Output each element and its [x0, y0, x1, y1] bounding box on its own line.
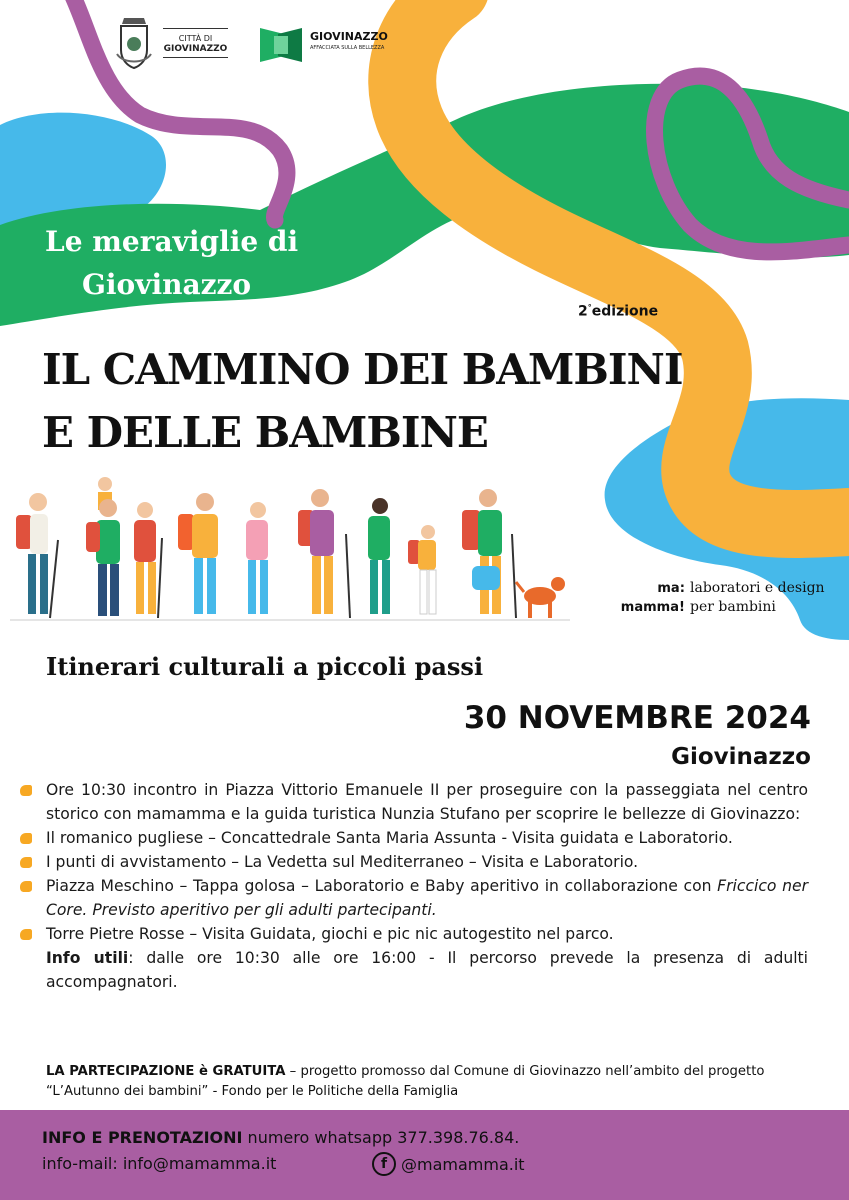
hiker-8 — [462, 489, 516, 618]
hero-subtitle-line2: Giovinazzo — [82, 268, 252, 301]
partner-line1-b: laboratori e design — [690, 580, 825, 596]
program-item — [18, 778, 808, 826]
notice-bold: LA PARTECIPAZIONE è GRATUITA — [46, 1064, 286, 1079]
brand-logo — [260, 28, 302, 62]
program-item-text-italic: Friccico ner Core. Previsto aperitivo per gli adulti partecipanti. — [46, 877, 808, 919]
city-label-name: GIOVINAZZO — [163, 44, 228, 54]
hiker-3 — [134, 502, 162, 618]
event-date: 30 NOVEMBRE 2024 — [463, 700, 811, 736]
main-title-line2: E DELLE BAMBINE — [42, 408, 488, 457]
hand-pointer-icon — [18, 854, 34, 870]
city-divider — [163, 28, 228, 29]
footer-mail[interactable]: info-mail: info@mamamma.it — [42, 1154, 277, 1173]
program-item-text: I punti di avvistamento – La Vedetta sul Mediterraneo – Visita e Laboratorio. — [46, 853, 639, 871]
hikers-illustration — [10, 470, 570, 625]
notice-dash: – — [285, 1064, 301, 1079]
main-title-line1: IL CAMMINO DEI BAMBINI — [42, 345, 683, 394]
partner-line1-a: ma: — [657, 581, 685, 596]
notice-text: progetto promosso dal Comune di Giovinazzo nell’ambito del progetto “L’Autunno dei bambini” - Fondo per le Politiche della Famiglia — [46, 1064, 765, 1099]
hiker-2 — [86, 477, 120, 616]
hand-pointer-icon — [18, 782, 34, 798]
hero-subtitle-line1: Le meraviglie di — [45, 225, 299, 258]
brand-name: GIOVINAZZO — [310, 30, 388, 43]
partner-logo — [598, 577, 838, 615]
edition-label — [578, 303, 658, 320]
hiker-5 — [246, 502, 268, 614]
hand-pointer-icon — [18, 926, 34, 942]
partner-line1 — [598, 577, 838, 596]
hiker-7 — [368, 498, 390, 614]
edition-sup: ° — [587, 303, 592, 312]
brand-logo-icon — [260, 28, 302, 62]
partner-line2 — [598, 596, 838, 615]
partner-line2-b: per bambini — [690, 599, 776, 615]
crest-icon — [113, 14, 155, 72]
city-label-small: CITTÀ DI — [178, 34, 213, 43]
edition-word: edizione — [591, 303, 659, 320]
hand-pointer-icon — [18, 878, 34, 894]
city-divider-bottom — [163, 57, 228, 58]
program-info — [18, 946, 808, 994]
program-item-text: Il romanico pugliese – Concattedrale Santa Maria Assunta - Visita guidata e Laboratorio. — [46, 829, 733, 847]
hand-pointer-icon — [18, 830, 34, 846]
hiker-6 — [298, 489, 350, 618]
footer-social[interactable] — [372, 1152, 525, 1176]
program-item — [18, 850, 808, 874]
footer-social-handle: @mamamma.it — [401, 1154, 525, 1174]
partner-line2-a: mamma! — [620, 600, 685, 615]
dog — [516, 577, 565, 618]
program-item — [18, 826, 808, 850]
event-tagline: Itinerari culturali a piccoli passi — [46, 652, 484, 681]
participation-notice — [46, 1062, 821, 1102]
event-place: Giovinazzo — [671, 744, 811, 770]
program-item-text: Torre Pietre Rosse – Visita Guidata, giochi e pic nic autogestito nel parco. — [46, 925, 614, 943]
footer-phone[interactable]: numero whatsapp 377.398.76.84. — [242, 1128, 520, 1147]
program-item-text: Ore 10:30 incontro in Piazza Vittorio Emanuele II per proseguire con la passeggiata nel centro storico con mamamma e la guida turistica Nunzia Stufano per scoprire le bellezze di Giovinazzo: — [46, 781, 808, 823]
info-text: : dalle ore 10:30 alle ore 16:00 - Il percorso prevede la presenza di adulti accompagnatori. — [46, 949, 809, 991]
hiker-1 — [16, 493, 58, 618]
edition-number: 2 — [578, 303, 588, 320]
program-list — [18, 778, 808, 994]
footer-label: INFO E PRENOTAZIONI — [42, 1128, 243, 1147]
facebook-icon: f — [372, 1152, 396, 1176]
footer-phone-line — [42, 1128, 519, 1147]
hiker-child — [408, 525, 436, 614]
program-item — [18, 922, 808, 946]
info-label: Info utili — [46, 949, 129, 967]
hiker-4 — [178, 493, 218, 614]
program-item-text: Piazza Meschino – Tappa golosa – Laboratorio e Baby aperitivo in collaborazione con — [46, 877, 718, 895]
city-crest — [113, 14, 155, 72]
program-item — [18, 874, 808, 922]
brand-tagline: AFFACCIATA SULLA BELLEZZA — [310, 45, 385, 51]
footer-bar — [0, 1110, 849, 1200]
